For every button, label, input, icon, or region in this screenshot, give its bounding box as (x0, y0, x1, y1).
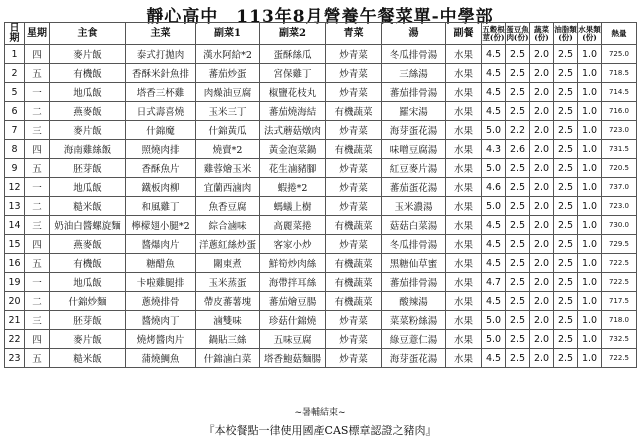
cell-date: 9 (5, 159, 25, 178)
cell-side1: 肉燥油豆腐 (196, 83, 260, 102)
end-note: ~暑輔結束~ (294, 408, 346, 418)
cell-side2: 蕃茄燴豆腸 (260, 292, 326, 311)
cell-date: 21 (5, 311, 25, 330)
cell-staple: 麥片飯 (50, 121, 126, 140)
cell-oil: 2.5 (554, 83, 578, 102)
cell-main: 照燒肉排 (126, 140, 196, 159)
cell-soup: 玉米濃湯 (382, 197, 446, 216)
cell-soup: 黑糖仙草蜜 (382, 254, 446, 273)
cell-oil: 2.5 (554, 235, 578, 254)
cell-vegetable: 2.0 (530, 254, 554, 273)
cell-date: 7 (5, 121, 25, 140)
cell-grain: 4.5 (482, 254, 506, 273)
cell-dessert: 水果 (446, 292, 482, 311)
cell-date: 22 (5, 330, 25, 349)
table-row (5, 140, 637, 159)
cell-protein: 2.5 (506, 235, 530, 254)
cell-side2: 椒鹽花枝丸 (260, 83, 326, 102)
cell-grain: 4.3 (482, 140, 506, 159)
cell-main: 塔香三杯雞 (126, 83, 196, 102)
header-fruit: 水果類(份) (578, 23, 602, 45)
cell-grain: 4.5 (482, 102, 506, 121)
cell-fruit: 1.0 (578, 349, 602, 368)
cell-fruit: 1.0 (578, 197, 602, 216)
header-date: 日期 (5, 23, 25, 45)
cell-soup: 羅宋湯 (382, 102, 446, 121)
cell-veg: 炒青菜 (326, 349, 382, 368)
cell-oil: 2.5 (554, 311, 578, 330)
cell-grain: 4.5 (482, 216, 506, 235)
cell-fruit: 1.0 (578, 311, 602, 330)
cell-grain: 4.5 (482, 292, 506, 311)
table-row (5, 254, 637, 273)
cell-dessert: 水果 (446, 273, 482, 292)
cell-staple: 糙米飯 (50, 197, 126, 216)
cell-vegetable: 2.0 (530, 292, 554, 311)
table-row (5, 159, 637, 178)
cell-date: 19 (5, 273, 25, 292)
cell-staple: 海南雞絲飯 (50, 140, 126, 159)
cell-vegetable: 2.0 (530, 235, 554, 254)
cell-fruit: 1.0 (578, 45, 602, 64)
cell-calories: 717.5 (602, 292, 637, 311)
cell-grain: 5.0 (482, 159, 506, 178)
cell-side2: 蝦捲*2 (260, 178, 326, 197)
cell-weekday: 四 (25, 235, 50, 254)
cell-vegetable: 2.0 (530, 140, 554, 159)
cell-calories: 731.5 (602, 140, 637, 159)
cell-fruit: 1.0 (578, 178, 602, 197)
table-row (5, 83, 637, 102)
cell-grain: 5.0 (482, 330, 506, 349)
cell-main: 泰式打拋肉 (126, 45, 196, 64)
table-row (5, 102, 637, 121)
cell-calories: 723.0 (602, 197, 637, 216)
cell-oil: 2.5 (554, 159, 578, 178)
header-dessert: 副餐 (446, 23, 482, 45)
cell-side2: 蕃茄燒海結 (260, 102, 326, 121)
cell-soup: 蕃茄蛋花湯 (382, 178, 446, 197)
cell-date: 23 (5, 349, 25, 368)
cell-side1: 帶皮蕃薯塊 (196, 292, 260, 311)
cell-weekday: 一 (25, 273, 50, 292)
cell-grain: 5.0 (482, 121, 506, 140)
cell-calories: 722.5 (602, 273, 637, 292)
cell-date: 13 (5, 197, 25, 216)
cell-fruit: 1.0 (578, 216, 602, 235)
menu-table (4, 22, 637, 368)
cell-fruit: 1.0 (578, 102, 602, 121)
cell-dessert: 水果 (446, 197, 482, 216)
cell-soup: 蕃茄排骨湯 (382, 273, 446, 292)
cell-veg: 炒青菜 (326, 178, 382, 197)
cell-protein: 2.5 (506, 83, 530, 102)
cell-vegetable: 2.0 (530, 178, 554, 197)
cell-main: 醬爆肉片 (126, 235, 196, 254)
cell-fruit: 1.0 (578, 254, 602, 273)
cell-vegetable: 2.0 (530, 102, 554, 121)
cell-veg: 炒青菜 (326, 83, 382, 102)
cell-soup: 綠豆薏仁湯 (382, 330, 446, 349)
cell-protein: 2.5 (506, 45, 530, 64)
cell-side1: 蕃茄炒蛋 (196, 64, 260, 83)
cell-veg: 炒青菜 (326, 64, 382, 83)
cell-protein: 2.5 (506, 349, 530, 368)
cell-oil: 2.5 (554, 273, 578, 292)
cell-side2: 花生滷豬腳 (260, 159, 326, 178)
cell-side1: 玉米蒸蛋 (196, 273, 260, 292)
cell-soup: 味噌豆腐湯 (382, 140, 446, 159)
cell-fruit: 1.0 (578, 121, 602, 140)
table-row (5, 197, 637, 216)
cell-calories: 720.5 (602, 159, 637, 178)
cell-side2: 蛋酥絲瓜 (260, 45, 326, 64)
cell-side2: 鮮筍炒肉絲 (260, 254, 326, 273)
cell-side1: 漢水阿給*2 (196, 45, 260, 64)
cell-main: 醬燒肉丁 (126, 311, 196, 330)
table-row (5, 311, 637, 330)
cell-weekday: 一 (25, 83, 50, 102)
cell-dessert: 水果 (446, 102, 482, 121)
cell-veg: 炒青菜 (326, 235, 382, 254)
cell-soup: 酸辣湯 (382, 292, 446, 311)
cell-weekday: 二 (25, 197, 50, 216)
cell-veg: 炒青菜 (326, 311, 382, 330)
cell-main: 什錦魔 (126, 121, 196, 140)
cell-protein: 2.5 (506, 311, 530, 330)
cell-fruit: 1.0 (578, 83, 602, 102)
cell-calories: 730.0 (602, 216, 637, 235)
cell-side2: 五味豆腐 (260, 330, 326, 349)
table-row (5, 273, 637, 292)
cell-weekday: 五 (25, 159, 50, 178)
cell-vegetable: 2.0 (530, 216, 554, 235)
cell-oil: 2.5 (554, 121, 578, 140)
header-side2: 副菜2 (260, 23, 326, 45)
cell-fruit: 1.0 (578, 292, 602, 311)
cell-veg: 炒青菜 (326, 45, 382, 64)
header-vegetable: 蔬菜(份) (530, 23, 554, 45)
cell-grain: 4.5 (482, 45, 506, 64)
header-weekday: 星期 (25, 23, 50, 45)
cell-calories: 723.0 (602, 121, 637, 140)
cell-oil: 2.5 (554, 64, 578, 83)
cell-vegetable: 2.0 (530, 83, 554, 102)
cell-calories: 718.0 (602, 311, 637, 330)
cell-staple: 燕麥飯 (50, 235, 126, 254)
cell-weekday: 三 (25, 311, 50, 330)
cell-grain: 5.0 (482, 197, 506, 216)
cell-side2: 塔香鮑菇麵腸 (260, 349, 326, 368)
cell-date: 16 (5, 254, 25, 273)
cell-staple: 地瓜飯 (50, 273, 126, 292)
header-veg: 青菜 (326, 23, 382, 45)
cell-protein: 2.2 (506, 121, 530, 140)
cell-oil: 2.5 (554, 349, 578, 368)
cell-staple: 燕麥飯 (50, 102, 126, 121)
cell-side2: 客家小炒 (260, 235, 326, 254)
header-soup: 湯 (382, 23, 446, 45)
menu-table-body (5, 45, 637, 368)
cell-vegetable: 2.0 (530, 64, 554, 83)
cell-weekday: 一 (25, 178, 50, 197)
header-staple: 主食 (50, 23, 126, 45)
cell-weekday: 五 (25, 349, 50, 368)
cell-staple: 有機飯 (50, 64, 126, 83)
cell-main: 檸檬翅小腿*2 (126, 216, 196, 235)
cell-veg: 炒青菜 (326, 159, 382, 178)
cell-protein: 2.5 (506, 254, 530, 273)
cell-soup: 冬瓜排骨湯 (382, 235, 446, 254)
cell-protein: 2.5 (506, 178, 530, 197)
cell-protein: 2.5 (506, 330, 530, 349)
cell-veg: 有機蔬菜 (326, 292, 382, 311)
cell-weekday: 四 (25, 45, 50, 64)
cell-veg: 炒青菜 (326, 330, 382, 349)
cell-dessert: 水果 (446, 330, 482, 349)
cell-oil: 2.5 (554, 330, 578, 349)
cell-fruit: 1.0 (578, 235, 602, 254)
cell-dessert: 水果 (446, 45, 482, 64)
cell-side1: 魚香豆腐 (196, 197, 260, 216)
cell-protein: 2.5 (506, 273, 530, 292)
cell-vegetable: 2.0 (530, 121, 554, 140)
cell-main: 燒烤醬肉片 (126, 330, 196, 349)
header-grain: 五穀根莖(份) (482, 23, 506, 45)
cell-dessert: 水果 (446, 254, 482, 273)
cell-oil: 2.5 (554, 140, 578, 159)
cell-veg: 有機蔬菜 (326, 140, 382, 159)
cell-dessert: 水果 (446, 178, 482, 197)
cell-staple: 糙米飯 (50, 349, 126, 368)
cell-veg: 有機蔬菜 (326, 254, 382, 273)
table-row (5, 178, 637, 197)
cell-fruit: 1.0 (578, 140, 602, 159)
cell-fruit: 1.0 (578, 159, 602, 178)
cell-veg: 炒青菜 (326, 121, 382, 140)
cell-dessert: 水果 (446, 159, 482, 178)
cell-soup: 冬瓜排骨湯 (382, 45, 446, 64)
cell-protein: 2.5 (506, 292, 530, 311)
cell-side1: 鍋貼三絲 (196, 330, 260, 349)
cell-calories: 732.5 (602, 330, 637, 349)
cell-protein: 2.5 (506, 159, 530, 178)
cell-side2: 黃金泡菜鍋 (260, 140, 326, 159)
cell-calories: 722.5 (602, 254, 637, 273)
cell-grain: 4.5 (482, 83, 506, 102)
cell-soup: 紅豆麥片湯 (382, 159, 446, 178)
cell-grain: 4.6 (482, 178, 506, 197)
header-protein: 蛋豆魚肉(份) (506, 23, 530, 45)
header-oil: 油脂類(份) (554, 23, 578, 45)
cell-side1: 洋蔥紅絲炒蛋 (196, 235, 260, 254)
header-calories: 熱量 (602, 23, 637, 45)
cell-oil: 2.5 (554, 45, 578, 64)
cell-calories: 729.5 (602, 235, 637, 254)
cell-fruit: 1.0 (578, 330, 602, 349)
cell-main: 香酥魚片 (126, 159, 196, 178)
cell-side1: 玉米三丁 (196, 102, 260, 121)
cell-staple: 地瓜飯 (50, 83, 126, 102)
cell-calories: 722.5 (602, 349, 637, 368)
cell-main: 和風雞丁 (126, 197, 196, 216)
footer-note: 『本校餐點一律使用國產CAS標章認證之豬肉』 (203, 424, 437, 437)
cell-calories: 725.0 (602, 45, 637, 64)
header-main: 主菜 (126, 23, 196, 45)
cell-staple: 胚芽飯 (50, 311, 126, 330)
cell-weekday: 四 (25, 330, 50, 349)
cell-side1: 什錦滷白菜 (196, 349, 260, 368)
cell-vegetable: 2.0 (530, 197, 554, 216)
cell-protein: 2.5 (506, 197, 530, 216)
cell-date: 15 (5, 235, 25, 254)
table-row (5, 45, 637, 64)
cell-staple: 麥片飯 (50, 330, 126, 349)
table-row (5, 330, 637, 349)
cell-weekday: 三 (25, 121, 50, 140)
cell-calories: 716.0 (602, 102, 637, 121)
cell-vegetable: 2.0 (530, 45, 554, 64)
cell-veg: 炒青菜 (326, 197, 382, 216)
table-row (5, 121, 637, 140)
cell-vegetable: 2.0 (530, 273, 554, 292)
cell-date: 1 (5, 45, 25, 64)
cell-oil: 2.5 (554, 254, 578, 273)
cell-side1: 燒賣*2 (196, 140, 260, 159)
cell-side2: 珍菇什錦燒 (260, 311, 326, 330)
cell-side2: 宮保雞丁 (260, 64, 326, 83)
cell-grain: 4.5 (482, 64, 506, 83)
cell-side1: 滷雙味 (196, 311, 260, 330)
table-row (5, 292, 637, 311)
cell-veg: 有機蔬菜 (326, 102, 382, 121)
cell-protein: 2.5 (506, 216, 530, 235)
cell-soup: 菇菇白菜湯 (382, 216, 446, 235)
cell-weekday: 五 (25, 64, 50, 83)
cell-date: 5 (5, 83, 25, 102)
cell-protein: 2.5 (506, 64, 530, 83)
table-row (5, 64, 637, 83)
cell-weekday: 五 (25, 254, 50, 273)
cell-grain: 5.0 (482, 311, 506, 330)
cell-date: 8 (5, 140, 25, 159)
cell-date: 2 (5, 64, 25, 83)
cell-main: 鐵板肉柳 (126, 178, 196, 197)
cell-staple: 麥片飯 (50, 45, 126, 64)
cell-side2: 螞蟻上樹 (260, 197, 326, 216)
cell-soup: 菜菜粉絲湯 (382, 311, 446, 330)
cell-vegetable: 2.0 (530, 330, 554, 349)
cell-grain: 4.5 (482, 235, 506, 254)
cell-main: 蒲燒鯛魚 (126, 349, 196, 368)
cell-dessert: 水果 (446, 140, 482, 159)
cell-side1: 什錦黃瓜 (196, 121, 260, 140)
cell-side1: 關東煮 (196, 254, 260, 273)
cell-grain: 4.5 (482, 349, 506, 368)
table-row (5, 349, 637, 368)
cell-oil: 2.5 (554, 178, 578, 197)
cell-fruit: 1.0 (578, 273, 602, 292)
cell-dessert: 水果 (446, 349, 482, 368)
cell-protein: 2.6 (506, 140, 530, 159)
table-row (5, 235, 637, 254)
cell-soup: 蕃茄排骨湯 (382, 83, 446, 102)
cell-date: 12 (5, 178, 25, 197)
cell-main: 卡啦雞腿排 (126, 273, 196, 292)
cell-side1: 綜合滷味 (196, 216, 260, 235)
cell-calories: 714.5 (602, 83, 637, 102)
cell-side2: 法式蘑菇燉肉 (260, 121, 326, 140)
cell-protein: 2.5 (506, 102, 530, 121)
cell-dessert: 水果 (446, 235, 482, 254)
cell-weekday: 二 (25, 292, 50, 311)
cell-date: 20 (5, 292, 25, 311)
cell-dessert: 水果 (446, 121, 482, 140)
table-row (5, 216, 637, 235)
cell-calories: 718.5 (602, 64, 637, 83)
cell-veg: 有機蔬菜 (326, 216, 382, 235)
cell-side2: 海帶拌耳絲 (260, 273, 326, 292)
cell-dessert: 水果 (446, 311, 482, 330)
cell-dessert: 水果 (446, 216, 482, 235)
cell-vegetable: 2.0 (530, 349, 554, 368)
cell-soup: 海芽蛋花湯 (382, 121, 446, 140)
header-side1: 副菜1 (196, 23, 260, 45)
cell-veg: 有機蔬菜 (326, 273, 382, 292)
cell-staple: 有機飯 (50, 254, 126, 273)
cell-main: 香酥米針魚排 (126, 64, 196, 83)
cell-staple: 什錦炒麵 (50, 292, 126, 311)
cell-vegetable: 2.0 (530, 311, 554, 330)
cell-dessert: 水果 (446, 83, 482, 102)
cell-grain: 4.7 (482, 273, 506, 292)
cell-calories: 737.0 (602, 178, 637, 197)
cell-date: 14 (5, 216, 25, 235)
cell-vegetable: 2.0 (530, 159, 554, 178)
cell-soup: 三絲湯 (382, 64, 446, 83)
cell-soup: 海芽蛋花湯 (382, 349, 446, 368)
cell-weekday: 二 (25, 102, 50, 121)
cell-oil: 2.5 (554, 216, 578, 235)
cell-dessert: 水果 (446, 64, 482, 83)
cell-fruit: 1.0 (578, 64, 602, 83)
cell-main: 日式壽喜燒 (126, 102, 196, 121)
cell-oil: 2.5 (554, 292, 578, 311)
cell-weekday: 四 (25, 140, 50, 159)
cell-main: 糖醋魚 (126, 254, 196, 273)
cell-main: 蔥燒排骨 (126, 292, 196, 311)
page-title: 靜心高中 113年8月營養午餐菜單-中學部 (146, 7, 494, 27)
cell-oil: 2.5 (554, 102, 578, 121)
cell-date: 6 (5, 102, 25, 121)
cell-side1: 宜蘭西滷肉 (196, 178, 260, 197)
cell-staple: 奶油白醬螺旋麵 (50, 216, 126, 235)
cell-side2: 高麗菜捲 (260, 216, 326, 235)
cell-staple: 地瓜飯 (50, 178, 126, 197)
cell-weekday: 三 (25, 216, 50, 235)
table-header-row (5, 23, 637, 45)
cell-side1: 雞蓉燴玉米 (196, 159, 260, 178)
cell-oil: 2.5 (554, 197, 578, 216)
cell-staple: 胚芽飯 (50, 159, 126, 178)
